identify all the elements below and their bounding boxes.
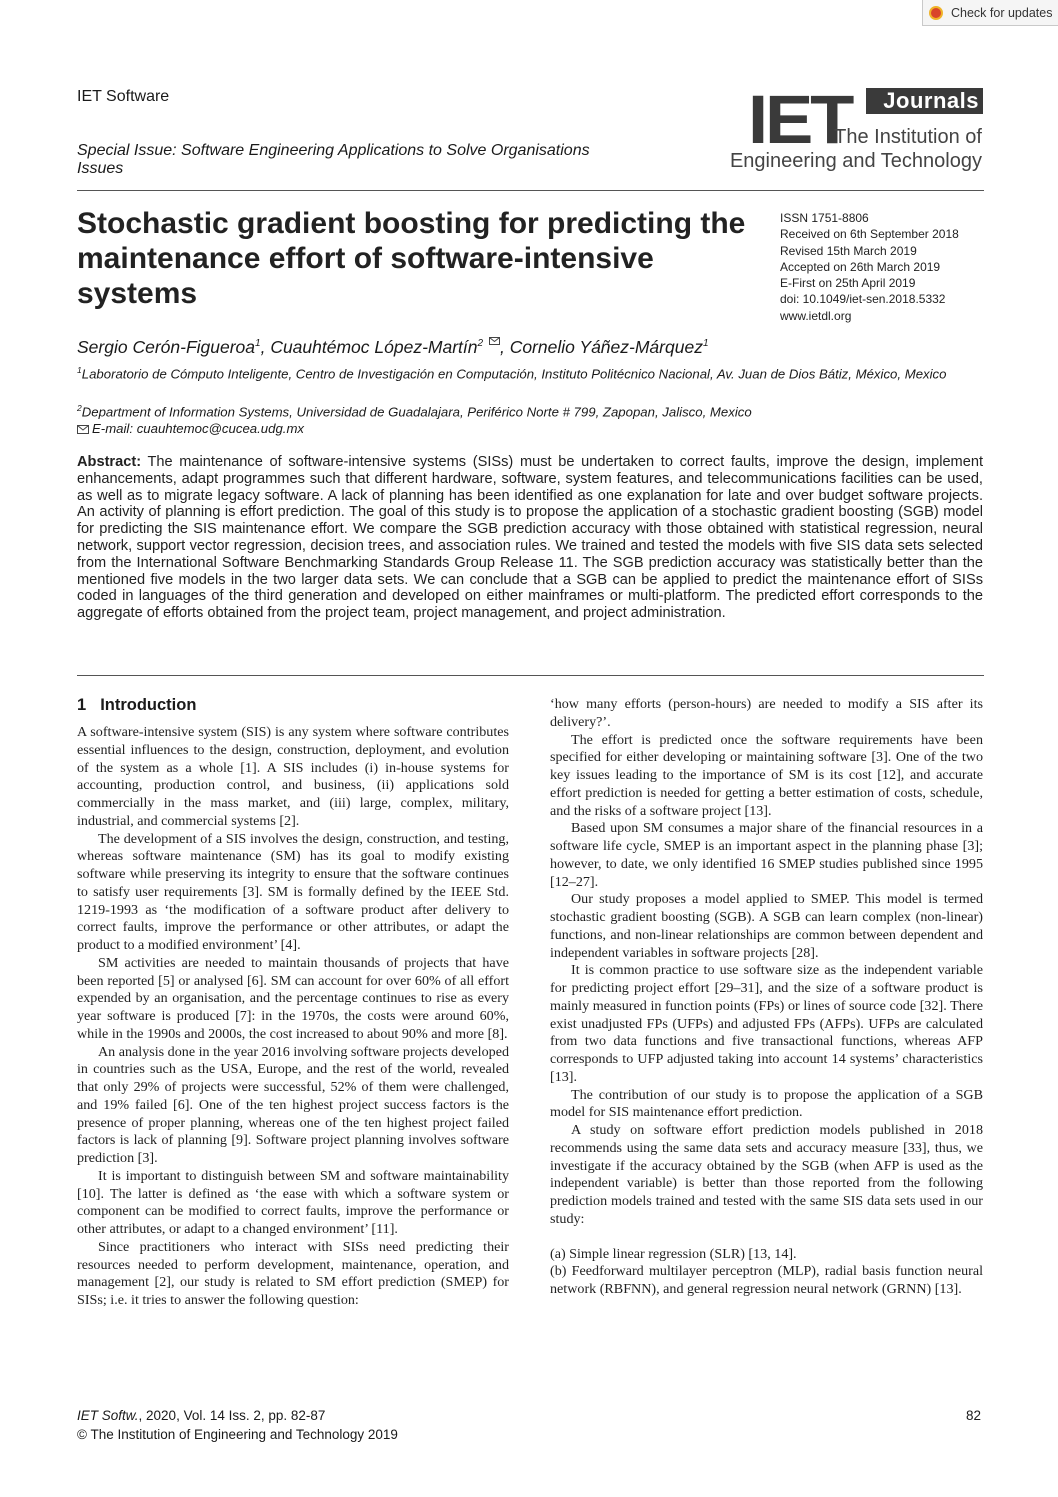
paragraph: Since practitioners who interact with SISs need predicting their resources needed to perform development, maintenance, operation, and management [2], our study is related to SM effort prediction (SMEP) for SISs; i.e. it tries to answer the following question: [77, 1238, 509, 1308]
revised-date: Revised 15th March 2019 [780, 243, 917, 258]
special-issue-title: Special Issue: Software Engineering Applications to Solve Organisations Issues [77, 142, 590, 177]
paragraph: A software-intensive system (SIS) is any system where software contributes essential influences to the design, construction, deployment, and evolution of the system as a whole [1]. A SIS includes (i) in-house systems for accounting, production control, and business, (ii) applications sold commercially in the mass market, and (iii) large, complex, military, industrial, and commercial systems [2]. [77, 724, 509, 829]
footer-volume-info: , 2020, Vol. 14 Iss. 2, pp. 82-87 [138, 1408, 326, 1423]
efirst-date: E-First on 25th April 2019 [780, 276, 916, 291]
received-date: Received on 6th September 2018 [780, 227, 959, 242]
journal-name: IET Software [77, 88, 170, 105]
author-name: Cornelio Yáñez-Márquez [509, 337, 703, 357]
abstract-label: Abstract: [77, 454, 142, 470]
section-number: 1 [77, 696, 87, 714]
abstract-divider [77, 675, 984, 676]
page-number: 82 [966, 1408, 982, 1423]
section-title: Introduction [100, 696, 197, 714]
paragraph: A study on software effort prediction models published in 2018 recommends using the same data sets and accuracy measure [33], thus, we investigate if the accuracy obtained by the SGB (when AFP is used as the independent variable) is better than those reported from the following prediction models trained and tested with the same SIS data sets used in our study: [550, 1122, 983, 1227]
iet-journals-logo [729, 81, 984, 180]
check-updates-button[interactable] [922, 0, 1058, 26]
author-affil-sup: 1 [702, 338, 709, 350]
footer-journal-abbrev: IET Softw. [77, 1408, 139, 1423]
author-separator: , [499, 337, 510, 357]
footer-citation [77, 1408, 325, 1423]
affil-text: Department of Information Systems, Universidad de Guadalajara, Periférico Norte # 799, Zapopan, Jalisco, Mexico [81, 404, 752, 420]
right-column [550, 696, 983, 1299]
author-affil-sup: 2 [477, 338, 484, 350]
article-metadata [780, 210, 959, 324]
corresponding-email [77, 420, 982, 438]
author-list [77, 337, 709, 358]
paragraph: The contribution of our study is to propose the application of a SGB model for SIS maintenance effort prediction. [550, 1086, 983, 1121]
paragraph: An analysis done in the year 2016 involving software projects developed in countries such as the USA, Europe, and the rest of the world, revealed that only 29% of projects were successful, 52% of them were challenged, and 19% failed [6]. One of the ten highest project success factors is the presence of proper planning, whereas one of the ten highest project failed factors is lack of planning [9]. Software project planning involves software prediction [3]. [77, 1043, 509, 1166]
author-affil-sup: 1 [255, 338, 261, 350]
paragraph: Based upon SM consumes a major share of the financial resources in a software life cycle, SMEP is an important aspect in the planning phase [3]; however, to date, we only identified 16 SMEP studies published since 1995 [12–27]. [550, 820, 983, 890]
paragraph: SM activities are needed to maintain thousands of projects that have been reported [5] or analysed [6]. SM can account for over 60% of all effort expended by an organisation, and the percentage continues to rise as every year software is produced [7]: in the 1970s, the costs were around 60%, while in the 1990s and 2000s, the cost increased to about 90% and more [8]. [77, 954, 509, 1042]
paragraph-continuation: ‘how many efforts (person-hours) are needed to modify a SIS after its delivery?’. [550, 696, 983, 730]
crossmark-icon [929, 6, 943, 20]
paragraph: Our study proposes a model applied to SMEP. This model is termed stochastic gradient boosting (SGB). A SGB can learn complex (non-linear) functions, and non-linear relationships are common between dependent and independent variables in software projects [28]. [550, 891, 983, 961]
spacer [550, 1229, 983, 1246]
logo-line-1: The Institution of [834, 126, 982, 148]
list-item: (a) Simple linear regression (SLR) [13, 14]. [550, 1245, 797, 1262]
header-divider [77, 190, 984, 191]
left-column [77, 724, 509, 1310]
footer-copyright: © The Institution of Engineering and Technology 2019 [77, 1427, 398, 1442]
logo-line-2: Engineering and Technology [729, 150, 982, 172]
envelope-icon [77, 425, 89, 434]
check-updates-label: Check for updates [951, 5, 1053, 20]
email-text[interactable]: E-mail: cuauhtemoc@cucea.udg.mx [92, 421, 305, 436]
author-name: Cuauhtémoc López-Martín [270, 337, 478, 357]
affil-text: Laboratorio de Cómputo Inteligente, Centro de Investigación en Computación, Instituto Politécnico Nacional, Av. Juan de Dios Bátiz, México, Mexico [81, 366, 947, 382]
doi[interactable]: doi: 10.1049/iet-sen.2018.5332 [780, 292, 946, 307]
logo-badge: Journals [866, 88, 983, 114]
paragraph: The effort is predicted once the software requirements have been specified for either developing or maintaining software [3]. One of the two key issues leading to the importance of SM is its cost [12], and accurate effort prediction is needed for getting a better estimation of costs, schedule, and the risks of a software project [13]. [550, 731, 983, 819]
envelope-icon [489, 337, 500, 345]
paragraph: It is common practice to use software size as the independent variable for predicting project effort [29–31], and the size of a software product is mainly measured in function points (FPs) or lines of source code [32]. There exist unadjusted FPs (UFPs) and adjusted FPs (AFPs). UFPs are calculated from two data functions and five transactional functions, whereas AFP corresponds to UFP adjusted taking into account 14 systems’ characteristics [13]. [550, 962, 983, 1085]
paragraph: The development of a SIS involves the design, construction, and testing, whereas software maintenance (SM) has its goal to modify existing software while preserving its integrity to ensure that the software continues to satisfy user requirements [3]. SM is formally defined by the IEEE Std. 1219-1993 as ‘the modification of a software product after delivery to correct faults, improve the performance or other attributes, or adapt the product to a modified environment’ [4]. [77, 830, 509, 953]
list-item: (b) Feedforward multilayer perceptron (MLP), radial basis function neural network (RBFNN), and general regression neural network (GRNN) [13]. [550, 1263, 983, 1297]
website-link[interactable]: www.ietdl.org [780, 308, 852, 323]
issn: ISSN 1751-8806 [780, 211, 869, 225]
abstract [77, 454, 983, 622]
author-name: Sergio Cerón-Figueroa [77, 337, 256, 357]
paragraph: It is important to distinguish between SM and software maintainability [10]. The latter is defined as ‘the ease with which a software system or component can be modified to correct faults, improve the performance or other attributes, or adapt to a changed environment’ [11]. [77, 1167, 509, 1237]
accepted-date: Accepted on 26th March 2019 [780, 259, 941, 274]
affil-number: 2 [77, 403, 82, 413]
affil-number: 1 [77, 365, 82, 375]
abstract-text: The maintenance of software-intensive systems (SISs) must be undertaken to correct faults, improve the design, implement enhancements, adapt programmes such that different hardware, software, system features, and telecommunications facilities can be used, as well as to migrate legacy software. A lack of planning has been identified as one explanation for late and over budget software projects. An activity of planning is effort prediction. The goal of this study is to propose the application of a stochastic gradient boosting (SGB) model for predicting the SIS maintenance effort. We compare the SGB prediction accuracy with those obtained with statistical regression, neural network, support vector regression, decision trees, and association rules. We trained and tested the models with five SIS data sets selected from the International Software Benchmarking Standards Group Release 11. The SGB prediction accuracy was statistically better than the mentioned five models in the two larger data sets. We can conclude that a SGB can be applied to predict the maintenance effort of SISs coded in languages of the third generation and developed on either mainframes or multi-platform. The predicted effort corresponds to the aggregate of efforts obtained from the project team, project management, and project administration. [77, 454, 984, 622]
author-separator: , [260, 337, 271, 357]
logo-letters: IET [748, 81, 852, 158]
affiliation-1 [77, 362, 982, 383]
affiliation-2 [77, 400, 982, 421]
section-heading [77, 696, 196, 715]
article-title: Stochastic gradient boosting for predicting the maintenance effort of software-intensive systems [77, 207, 746, 310]
